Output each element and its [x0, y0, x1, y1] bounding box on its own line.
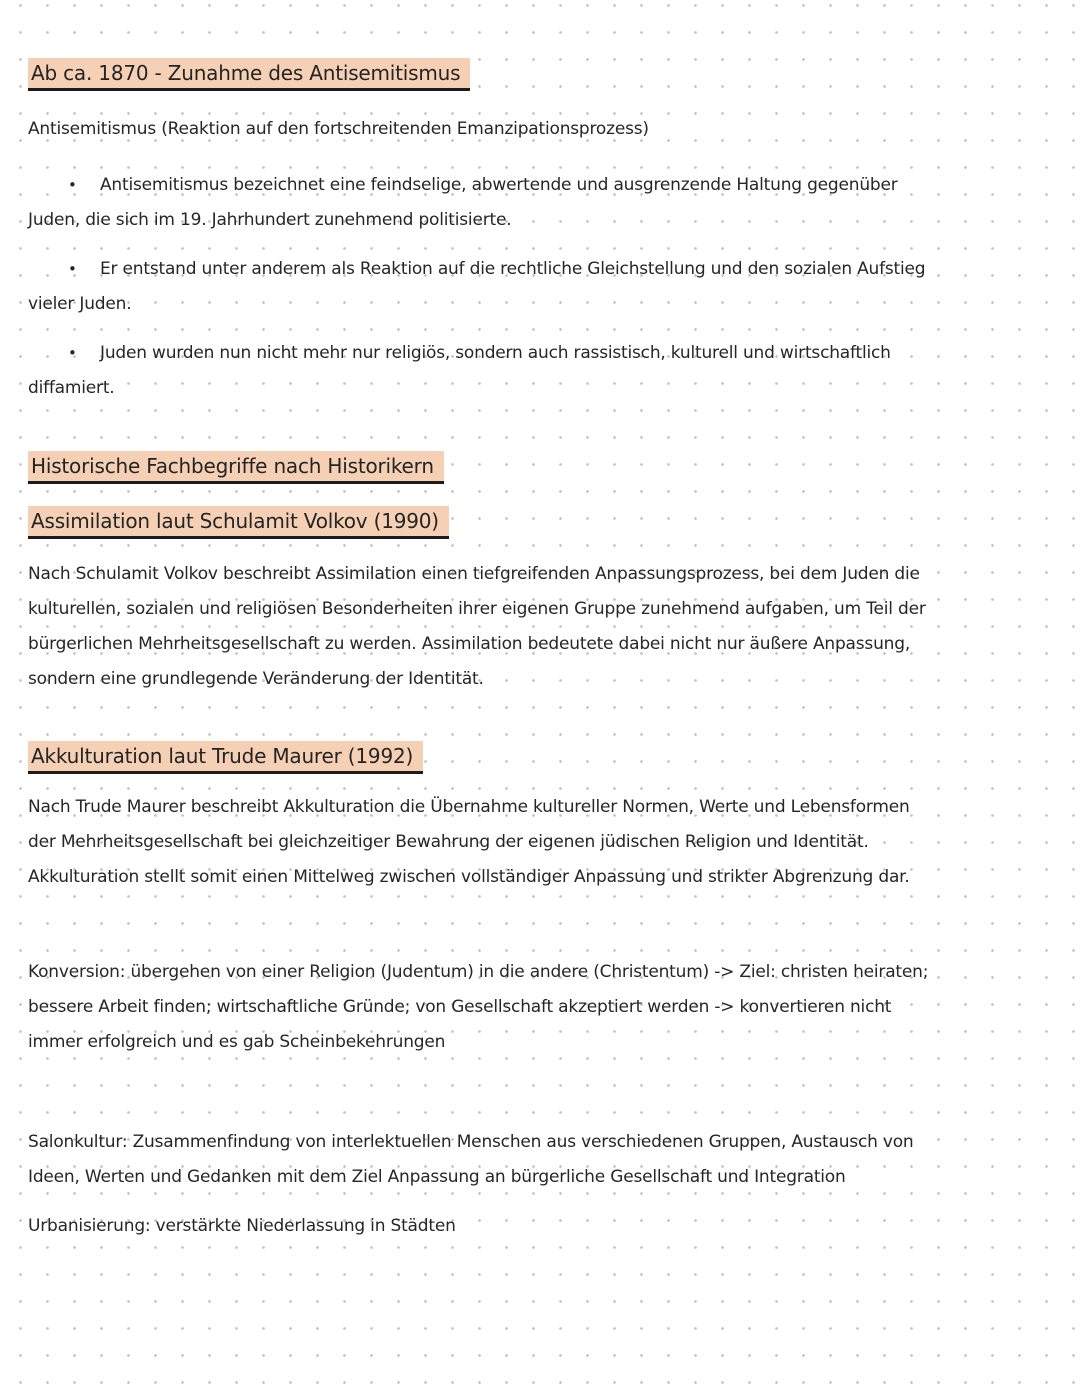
section-heading-assimilation: Assimilation laut Schulamit Volkov (1990): [28, 506, 449, 539]
paragraph-line: Ideen, Werten und Gedanken mit dem Ziel Anpassung an bürgerliche Gesellschaft und Integration: [28, 1167, 846, 1187]
paragraph-line: Akkulturation stellt somit einen Mittelweg zwischen vollständiger Anpassung und strikter Abgrenzung dar.: [28, 867, 910, 887]
handwritten-note-page: [0, 58, 1080, 1394]
paragraph-salonkultur: [28, 1125, 1052, 1195]
bullet-item-reaction: [28, 252, 1052, 322]
paragraph-line: Nach Schulamit Volkov beschreibt Assimilation einen tiefgreifenden Anpassungsprozess, bei dem Juden die: [28, 564, 920, 584]
paragraph-line: Konversion: übergehen von einer Religion (Judentum) in die andere (Christentum) -> Ziel: christen heiraten;: [28, 962, 929, 982]
paragraph-konversion: [28, 955, 1052, 1060]
bullet-dot-icon: •: [68, 176, 77, 194]
section-heading-period-wrapper: [28, 58, 1052, 91]
paragraph-line: kulturellen, sozialen und religiösen Besonderheiten ihrer eigenen Gruppe zunehmend aufgaben, um Teil der: [28, 599, 926, 619]
bullet-line: Juden wurden nun nicht mehr nur religiös, sondern auch rassistisch, kulturell und wirtschaftlich: [100, 343, 891, 363]
section-heading-akkulturation-wrapper: [28, 741, 1052, 774]
bullet-item-diffamierung: [28, 336, 1052, 406]
bullet-item-definition: [28, 168, 1052, 238]
section-heading-akkulturation: Akkulturation laut Trude Maurer (1992): [28, 741, 423, 774]
section-heading-terms: Historische Fachbegriffe nach Historikern: [28, 451, 444, 484]
paragraph-line: bessere Arbeit finden; wirtschaftliche Gründe; von Gesellschaft akzeptiert werden -> konvertieren nicht: [28, 997, 892, 1017]
intro-definition-line: Antisemitismus (Reaktion auf den fortschreitenden Emanzipationsprozess): [28, 119, 649, 139]
section-heading-period: Ab ca. 1870 - Zunahme des Antisemitismus: [28, 58, 470, 91]
bullet-line-continuation: diffamiert.: [28, 378, 115, 398]
bullet-line-continuation: vieler Juden.: [28, 294, 132, 314]
paragraph-line: Salonkultur: Zusammenfindung von interlektuellen Menschen aus verschiedenen Gruppen, Austausch von: [28, 1132, 914, 1152]
bullet-line: Er entstand unter anderem als Reaktion auf die rechtliche Gleichstellung und den sozialen Aufstieg: [100, 259, 926, 279]
paragraph-akkulturation: [28, 790, 1052, 895]
paragraph-line: der Mehrheitsgesellschaft bei gleichzeitiger Bewahrung der eigenen jüdischen Religion und Identität.: [28, 832, 869, 852]
section-heading-assimilation-wrapper: [28, 506, 1052, 539]
bullet-line-continuation: Juden, die sich im 19. Jahrhundert zunehmend politisierte.: [28, 210, 512, 230]
paragraph-line: sondern eine grundlegende Veränderung der Identität.: [28, 669, 484, 689]
paragraph-line: Nach Trude Maurer beschreibt Akkulturation die Übernahme kultureller Normen, Werte und Lebensformen: [28, 797, 910, 817]
paragraph-assimilation: [28, 557, 1052, 697]
bullet-line: Antisemitismus bezeichnet eine feindselige, abwertende und ausgrenzende Haltung gegenüber: [100, 175, 898, 195]
paragraph-urbanisierung: Urbanisierung: verstärkte Niederlassung in Städten: [28, 1216, 456, 1236]
paragraph-line: immer erfolgreich und es gab Scheinbekehrungen: [28, 1032, 446, 1052]
paragraph-line: bürgerlichen Mehrheitsgesellschaft zu werden. Assimilation bedeutete dabei nicht nur äußere Anpassung,: [28, 634, 911, 654]
section-heading-terms-wrapper: [28, 451, 1052, 484]
bullet-dot-icon: •: [68, 344, 77, 362]
bullet-dot-icon: •: [68, 260, 77, 278]
